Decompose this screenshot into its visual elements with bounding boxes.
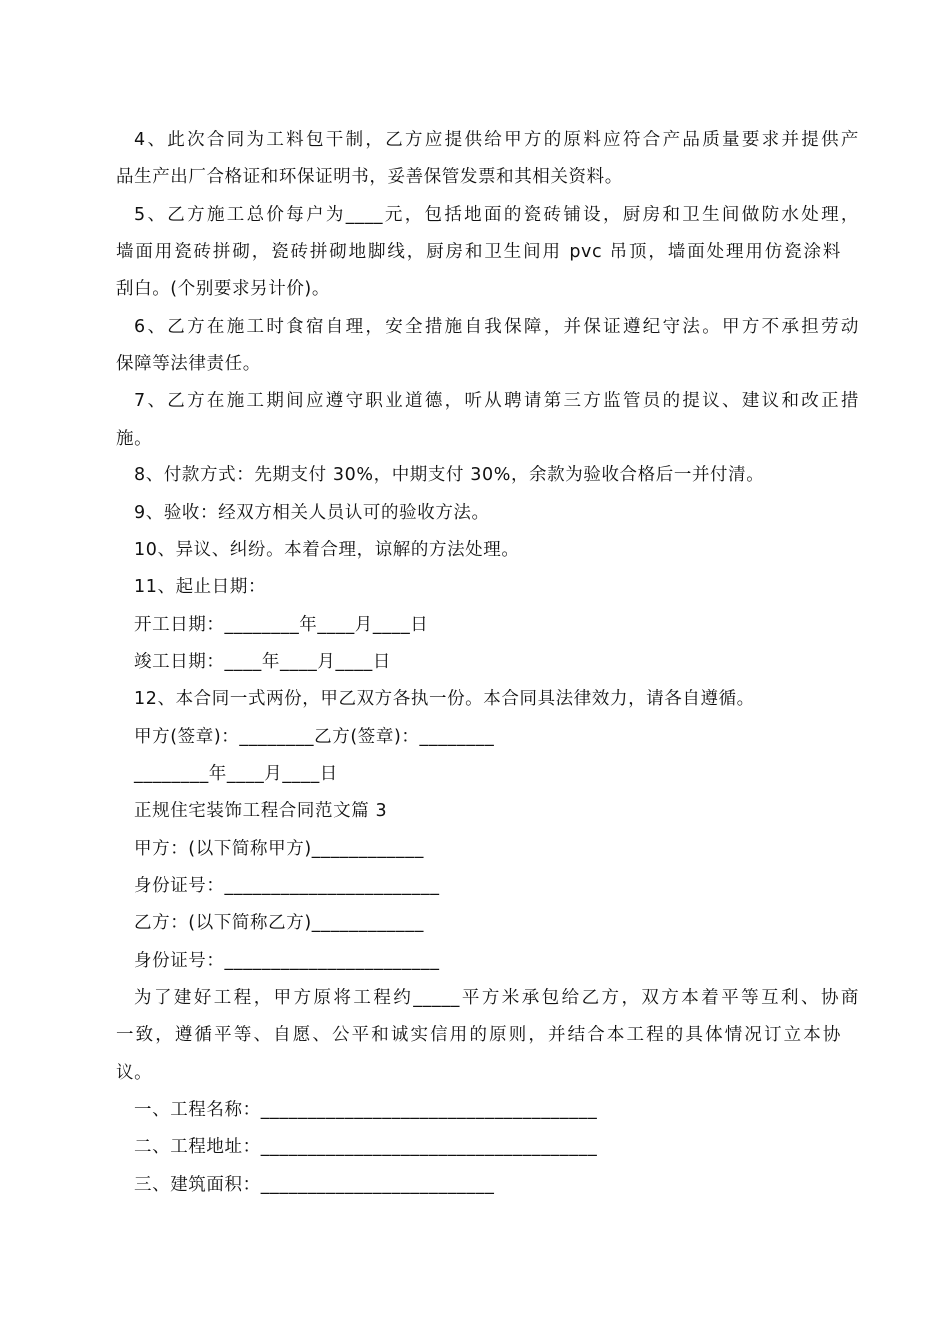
building-area-line: 三、建筑面积：_________________________ xyxy=(134,1175,495,1195)
clause-5-line-3: 刮白。(个别要求另计价)。 xyxy=(116,279,330,299)
party-a-line: 甲方：(以下简称甲方)____________ xyxy=(134,839,424,859)
clause-8-payment: 8、付款方式：先期支付 30%，中期支付 30%，余款为验收合格后一并付清。 xyxy=(134,465,765,485)
party-a-id-line: 身份证号：_______________________ xyxy=(134,876,440,896)
intro-line-2: 一致，遵循平等、自愿、公平和诚实信用的原则，并结合本工程的具体情况订立本协 xyxy=(116,1025,841,1045)
clause-11-dates: 11、起止日期： xyxy=(134,577,267,597)
party-b-line: 乙方：(以下简称乙方)____________ xyxy=(134,913,424,933)
clause-6-line-2: 保障等法律责任。 xyxy=(116,354,261,374)
clause-7-line-1: 7、乙方在施工期间应遵守职业道德，听从聘请第三方监管员的提议、建议和改正措 xyxy=(134,391,859,411)
project-address-line: 二、工程地址：____________________________________ xyxy=(134,1137,598,1157)
signature-date-line: ________年____月____日 xyxy=(134,764,338,784)
start-date-line: 开工日期：________年____月____日 xyxy=(134,615,429,635)
clause-5-line-1: 5、乙方施工总价每户为____元，包括地面的瓷砖铺设，厨房和卫生间做防水处理， xyxy=(134,205,859,225)
clause-5-line-2: 墙面用瓷砖拼砌，瓷砖拼砌地脚线，厨房和卫生间用 pvc 吊顶，墙面处理用仿瓷涂料 xyxy=(116,242,841,262)
section-title: 正规住宅装饰工程合同范文篇 3 xyxy=(134,801,388,821)
clause-7-line-2: 施。 xyxy=(116,429,153,449)
party-b-id-line: 身份证号：_______________________ xyxy=(134,951,440,971)
clause-4-line-2: 品生产出厂合格证和环保证明书，妥善保管发票和其相关资料。 xyxy=(116,167,623,187)
project-name-line: 一、工程名称：____________________________________ xyxy=(134,1100,598,1120)
completion-date-line: 竣工日期：____年____月____日 xyxy=(134,652,391,672)
clause-4-line-1: 4、此次合同为工料包干制，乙方应提供给甲方的原料应符合产品质量要求并提供产 xyxy=(134,130,859,150)
clause-12-copies: 12、本合同一式两份，甲乙双方各执一份。本合同具法律效力，请各自遵循。 xyxy=(134,689,755,709)
intro-line-3: 议。 xyxy=(116,1063,153,1083)
clause-9-acceptance: 9、验收：经双方相关人员认可的验收方法。 xyxy=(134,503,490,523)
clause-6-line-1: 6、乙方在施工时食宿自理，安全措施自我保障，并保证遵纪守法。甲方不承担劳动 xyxy=(134,317,859,337)
intro-line-1: 为了建好工程，甲方原将工程约_____平方米承包给乙方，双方本着平等互利、协商 xyxy=(134,988,859,1008)
clause-10-disputes: 10、异议、纠纷。本着合理，谅解的方法处理。 xyxy=(134,540,520,560)
signature-line: 甲方(签章)：________乙方(签章)：________ xyxy=(134,727,495,747)
